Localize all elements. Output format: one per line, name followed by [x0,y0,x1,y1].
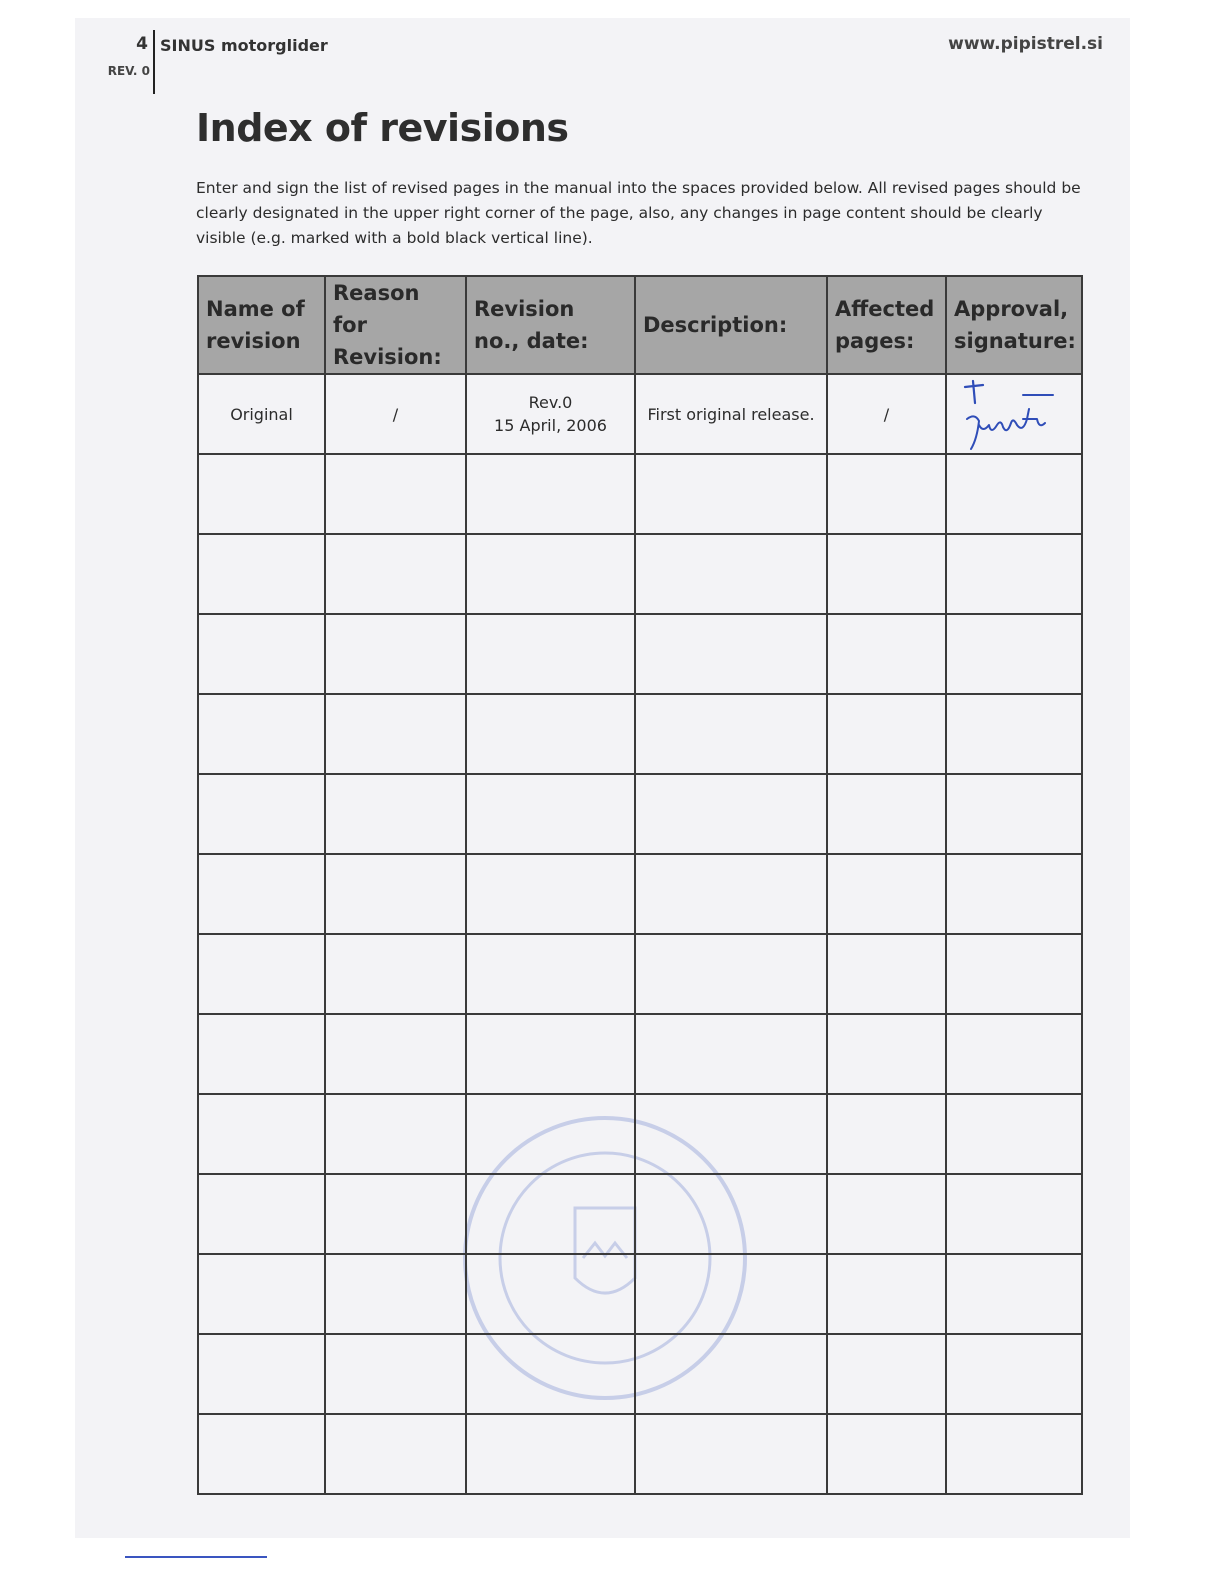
table-row [198,534,1082,614]
empty-cell [198,774,325,854]
column-header-reason: Reason for Revision: [325,276,466,374]
empty-cell [827,1014,946,1094]
column-header-name: Name of revision [198,276,325,374]
empty-cell [827,1174,946,1254]
table-row [198,374,1082,454]
empty-cell [827,614,946,694]
empty-cell [946,1334,1082,1414]
empty-cell [635,1094,827,1174]
empty-cell [946,614,1082,694]
column-header-description: Description: [635,276,827,374]
empty-cell [946,774,1082,854]
empty-cell [325,1094,466,1174]
revisions-table [197,275,1083,1495]
empty-cell [198,694,325,774]
table-row [198,614,1082,694]
empty-cell [946,1014,1082,1094]
empty-cell [946,934,1082,1014]
cell-signature [946,374,1082,454]
table-row [198,934,1082,1014]
empty-cell [827,454,946,534]
cell-revision-name: Original [198,374,325,454]
empty-cell [466,454,635,534]
empty-cell [827,934,946,1014]
table-row [198,1414,1082,1494]
page-number: 4 [136,34,148,54]
empty-cell [198,1414,325,1494]
empty-cell [325,774,466,854]
empty-cell [198,854,325,934]
empty-cell [635,1174,827,1254]
empty-cell [198,454,325,534]
table-row [198,774,1082,854]
empty-cell [466,614,635,694]
revision-date: 15 April, 2006 [494,416,607,435]
cell-affected-pages: / [827,374,946,454]
empty-cell [325,534,466,614]
empty-cell [325,454,466,534]
empty-cell [466,1334,635,1414]
empty-cell [466,694,635,774]
empty-cell [635,614,827,694]
intro-paragraph: Enter and sign the list of revised pages in the manual into the spaces provided below. All revised pages should be clearly designated in the upper right corner of the page, also, any changes in page content should be clearly visible (e.g. marked with a bold black vertical line). [196,179,1081,247]
empty-cell [946,1254,1082,1334]
empty-cell [635,1334,827,1414]
empty-cell [946,1094,1082,1174]
empty-cell [635,1254,827,1334]
empty-cell [325,1334,466,1414]
empty-cell [635,774,827,854]
empty-cell [827,534,946,614]
empty-cell [635,934,827,1014]
empty-cell [198,534,325,614]
empty-cell [635,534,827,614]
revision-label: REV. 0 [107,64,150,78]
empty-cell [827,1334,946,1414]
document-title: SINUS motorglider [160,36,328,55]
empty-cell [466,774,635,854]
header-divider [153,30,155,94]
empty-cell [325,1174,466,1254]
table-row [198,854,1082,934]
empty-cell [325,614,466,694]
empty-cell [198,1094,325,1174]
empty-cell [827,694,946,774]
empty-cell [946,854,1082,934]
table-row [198,454,1082,534]
empty-cell [466,534,635,614]
column-header-approval: Approval, signature: [946,276,1082,374]
empty-cell [635,854,827,934]
empty-cell [198,1014,325,1094]
empty-cell [466,934,635,1014]
empty-cell [827,774,946,854]
website-url: www.pipistrel.si [948,34,1103,54]
empty-cell [198,614,325,694]
empty-cell [946,1174,1082,1254]
empty-cell [325,854,466,934]
empty-cell [946,534,1082,614]
column-header-pages: Affected pages: [827,276,946,374]
empty-cell [827,1094,946,1174]
empty-cell [198,1254,325,1334]
table-row [198,1014,1082,1094]
cell-revision-number-date [466,374,635,454]
empty-cell [827,1254,946,1334]
table-row [198,1094,1082,1174]
table-row [198,1254,1082,1334]
empty-cell [635,1414,827,1494]
empty-cell [827,854,946,934]
empty-cell [198,1334,325,1414]
table-row [198,694,1082,774]
empty-cell [325,1014,466,1094]
empty-cell [325,934,466,1014]
empty-cell [325,1254,466,1334]
empty-cell [466,1174,635,1254]
empty-cell [466,854,635,934]
empty-cell [827,1414,946,1494]
empty-cell [946,454,1082,534]
table-header-row [198,276,1082,374]
table-row [198,1334,1082,1414]
column-header-revision: Revision no., date: [466,276,635,374]
empty-cell [635,1014,827,1094]
empty-cell [325,1414,466,1494]
revision-number: Rev.0 [528,393,573,412]
empty-cell [946,1414,1082,1494]
empty-cell [946,694,1082,774]
empty-cell [325,694,466,774]
empty-cell [466,1094,635,1174]
table-row [198,1174,1082,1254]
empty-cell [635,694,827,774]
empty-cell [198,1174,325,1254]
empty-cell [198,934,325,1014]
footer-divider [125,1556,267,1558]
page-heading: Index of revisions [196,106,569,150]
cell-description: First original release. [635,374,827,454]
empty-cell [466,1414,635,1494]
empty-cell [466,1014,635,1094]
empty-cell [466,1254,635,1334]
empty-cell [635,454,827,534]
cell-reason: / [325,374,466,454]
handwritten-signature-icon [953,379,1075,451]
